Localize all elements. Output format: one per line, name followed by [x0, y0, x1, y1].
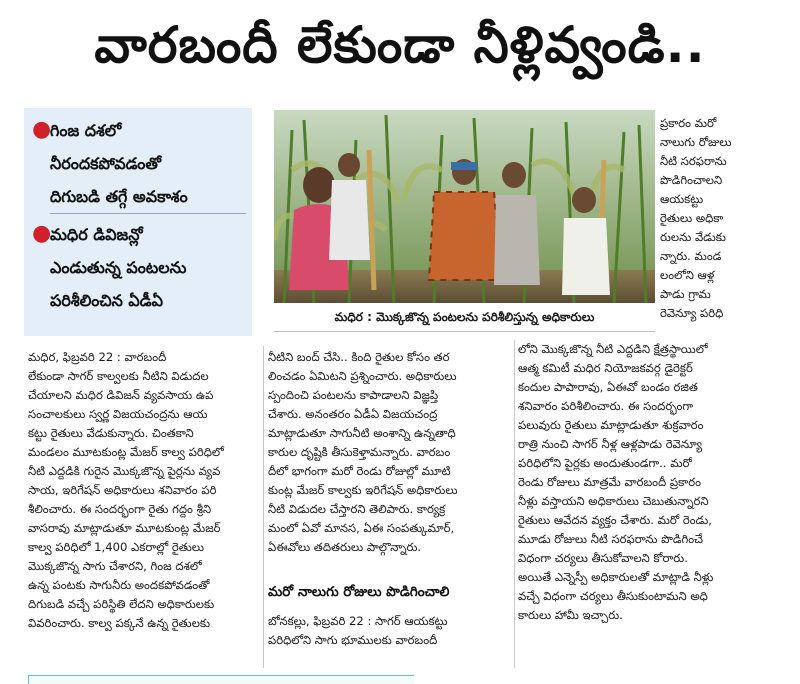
text-line: కాల్వ పరిధిలో 1,400 ఎకరాల్లో రైతులు: [28, 540, 204, 554]
text-line: శీలించారు. ఈ సందర్భంగా రైతు గద్దం శ్రీని: [28, 502, 212, 516]
highlights-box: [24, 108, 252, 336]
text-line: పరిధిలోని సాగు భూములకు వారబందీ: [268, 633, 438, 647]
text-line: మధిర, ఫిబ్రవరి 22 : వారబందీ: [28, 350, 167, 364]
right-column: [660, 114, 776, 323]
text-line: మండలం మూటకుంట్ల మేజర్ కాల్వ పరిధిలో: [28, 445, 224, 459]
text-line: చేశారు. అనంతరం ఏడీఏ విజయచంద్ర: [268, 407, 438, 421]
text-line: మొక్కజొన్న సాగు చేశారని, గింజ దశలో: [28, 559, 202, 573]
text-line: చేయాలని మధిర డివిజన్ వ్యవసాయ ఉప: [28, 388, 214, 402]
text-line: విధంగా చర్యలు తీసుకోవాలని కోరారు.: [518, 551, 688, 565]
text-line: కారుల దృష్టికి తీసుకెళ్తామన్నారు. వారబం: [268, 445, 451, 459]
text-line: పలువురు రైతులు మాట్లాడుతూ శుక్రవారం: [518, 418, 704, 432]
text-line: బోనకల్లు, ఫిబ్రవరి 22 : సాగర్ ఆయకట్టు: [268, 614, 448, 628]
headline: వారబందీ లేకుండా నీళ్లివ్వండి..: [94, 15, 706, 74]
text-line: రెవెన్యూ పరిధి: [660, 306, 724, 320]
text-line: పొడిగించాలని: [660, 173, 723, 187]
text-line: పాడు గ్రామ: [660, 287, 711, 301]
text-line: దీలో భాగంగా మరో రెండు రోజుల్లో మూటి: [268, 464, 451, 478]
highlight-line: గింజ దశలో: [50, 121, 122, 140]
text-line: ఆత్మ కమిటీ మధిర నియోజకవర్గ డైరెక్టర్: [518, 361, 693, 375]
text-line: శనివారం పరిశీలించారు. ఈ సందర్భంగా: [518, 399, 694, 413]
article-column-3: [518, 340, 776, 625]
text-line: ఏఈవోలు తదితరులు పాల్గొన్నారు.: [268, 540, 422, 554]
highlight-item: [32, 218, 246, 317]
text-line: రెండు రోజులు మాత్రమే వారబందీ ప్రకారం: [518, 475, 701, 489]
text-line: నీటిని బంద్ చేసి.. కింది రైతుల కోసం తర: [268, 350, 450, 364]
text-line: మూడు రోజులు నీటి సరఫరాను పొడిగించే: [518, 532, 703, 546]
text-line: లోని మొక్కజొన్న నీటి ఎద్దడిని క్షేత్రస్థాయిలో: [518, 342, 708, 356]
column-divider: [263, 346, 264, 668]
text-line: కందుల పాపారావు, ఏఈవో బండం రజిత: [518, 380, 698, 394]
photo-caption: మధిర : మొక్కజొన్న పంటలను పరిశీలిస్తున్న అధికారులు: [274, 305, 655, 332]
text-line: లించడం ఏమిటని ప్రశ్నించారు. అధికారులు: [268, 369, 457, 383]
text-line: వాసరావు మాట్లాడుతూ మూటకుంట్ల మేజర్: [28, 521, 221, 535]
article-column-2-continued: [268, 612, 510, 650]
bullet-icon: ●: [32, 117, 52, 142]
column-divider: [514, 340, 515, 668]
text-line: మాట్లాడుతూ సాగునీటి అంశాన్ని ఉన్నతాధి: [268, 426, 456, 440]
highlight-line: ఎండుతున్న పంటలను: [50, 258, 187, 277]
text-line: దిగుబడి వచ్చే పరిస్థితి లేదని అధికారులకు: [28, 597, 215, 611]
highlight-item: [32, 114, 246, 214]
text-line: నీళ్లు వస్తాయని అధికారులు చెబుతున్నారని: [518, 494, 709, 508]
text-line: నీటి విడుదల చేస్తారని తెలిపారు. కార్యక్ర: [268, 502, 446, 516]
text-line: స్పందించి పంటలను కాపాడాలని విజ్ఞప్తి: [268, 388, 439, 402]
text-line: రైతులు ఆవేదన వ్యక్తం చేశారు. మరో రెండు,: [518, 513, 712, 527]
text-line: కట్టు రైతులు వేడుకున్నారు. చింతకాని: [28, 426, 194, 440]
text-line: వివరించారు. కాల్వ పక్కనే ఉన్న రైతులకు: [28, 616, 210, 630]
article-column-2: [268, 348, 510, 557]
text-line: నీటి సరఫరాను: [660, 154, 727, 168]
text-line: న్నారు. మండ: [660, 249, 722, 263]
text-line: కుంట్ల మేజర్ కాల్వకు ఇరిగేషన్ అధికారులు: [268, 483, 458, 497]
text-line: లంలోని ఆళ్ల: [660, 268, 715, 282]
highlight-line: దిగుబడి తగ్గే అవకాశం: [50, 180, 246, 214]
subheading: మరో నాలుగు రోజులు పొడిగించాలి: [268, 584, 450, 600]
text-line: పరిధిలోని పైర్లకు అందుతుండగా.. మరో: [518, 456, 692, 470]
text-line: సాయ, ఇరిగేషన్ అధికారులు శనివారం పరి: [28, 483, 217, 497]
text-line: ఆయకట్టు: [660, 192, 704, 206]
text-line: రైతులు అధికా: [660, 211, 724, 225]
text-line: ప్రకారం మరో: [660, 116, 717, 130]
text-line: కారులు హామీ ఇచ్చారు.: [518, 608, 623, 622]
highlight-line: మధిర డివిజన్లో: [50, 225, 143, 244]
text-line: రులను వేడుకు: [660, 230, 726, 244]
highlight-line: పరిశీలించిన ఏడీఏ: [50, 291, 164, 310]
text-line: అయితే ఎన్నెస్పీ అధికారులతో మాట్లాడి నీళ్లు: [518, 570, 714, 584]
text-line: లేకుండా సాగర్ కాల్వలకు నీటిని విడుదల: [28, 369, 209, 383]
article-column-1: [28, 348, 260, 633]
text-line: మంలో ఏవో మానస, ఏఈ సంపత్కుమార్,: [268, 521, 455, 535]
text-line: రాత్రి నుంచి సాగర్ నీళ్ల ఆళ్లపాడు రెవెన్యూ: [518, 437, 703, 451]
bullet-icon: ●: [32, 221, 52, 246]
text-line: ఉన్న పంటకు సాగునీరు అందకపోవడంతో: [28, 578, 210, 592]
text-line: నాలుగు రోజులు: [660, 135, 732, 149]
news-photo: [274, 110, 655, 303]
highlight-line: నీరందకపోవడంతో: [50, 154, 161, 173]
text-line: సంచాలకులు స్వర్ణ విజయచంద్రను ఆయ: [28, 407, 208, 421]
text-line: వచ్చే విధంగా చర్యలు తీసుకుంటామని అధి: [518, 589, 708, 603]
text-line: నీటి ఎద్దడికి గురైన మొక్కజొన్న పైర్లను వ్యవ: [28, 464, 221, 478]
